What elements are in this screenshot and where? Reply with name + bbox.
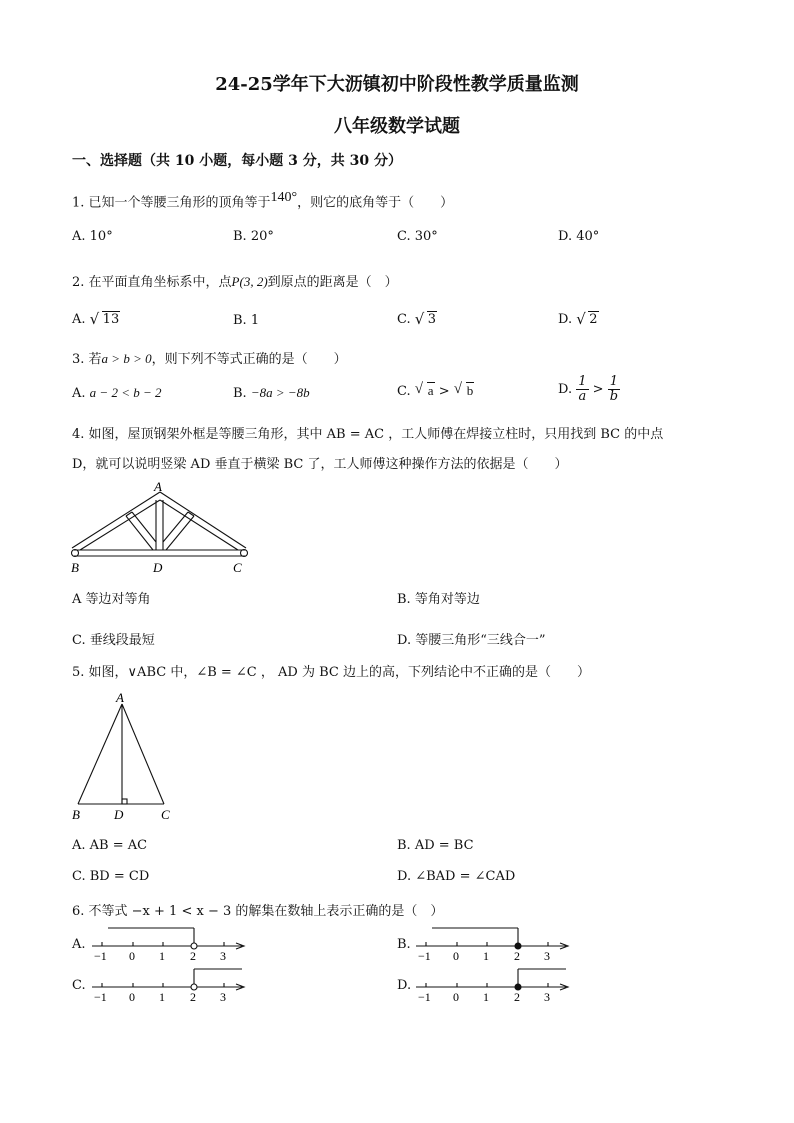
q3-option-d-op: > — [592, 382, 604, 397]
q4-option-a[interactable]: A 等边对等角 — [72, 592, 151, 607]
q6c-tick-2: 2 — [190, 990, 196, 1004]
triangle-abc-figure — [66, 686, 186, 826]
q2-option-c-label: C. — [397, 312, 411, 327]
q3-option-a-expr: a − 2 < b − 2 — [89, 385, 162, 400]
q3-option-c-rad-b: b — [466, 383, 474, 398]
q6-number-line-b[interactable] — [414, 924, 574, 964]
question-1 — [72, 190, 453, 210]
q6-number-line-a[interactable] — [90, 924, 250, 964]
q5-label-b: B — [72, 807, 80, 822]
q3-d-den-2: b — [609, 389, 619, 404]
q6b-tick-3: 3 — [544, 949, 550, 963]
q6a-tick-0: 0 — [129, 949, 135, 963]
q6a-tick-3: 3 — [220, 949, 226, 963]
q6a-tick-1: 1 — [159, 949, 165, 963]
q1-stem-b: ，则它的底角等于（ ） — [297, 195, 454, 211]
q4-label-c: C — [233, 560, 242, 575]
q6d-tick-neg1: −1 — [418, 990, 431, 1004]
question-4-line-1: 4. 如图，屋顶钢架外框是等腰三角形，其中 AB = AC ，工人师傅在焊接立柱时，只用找到 BC 的中点 — [72, 427, 664, 442]
q4-option-d[interactable]: D. 等腰三角形“三线合一” — [397, 633, 546, 648]
q3-option-c-sqrt-b — [454, 383, 475, 399]
q3-d-num-2: 1 — [608, 375, 620, 390]
q5-label-c: C — [161, 807, 170, 822]
q6-option-a-label[interactable]: A. — [72, 937, 86, 952]
q6c-tick-0: 0 — [129, 990, 135, 1004]
q6c-tick-3: 3 — [220, 990, 226, 1004]
q2-option-d-label: D. — [558, 312, 573, 327]
q6c-tick-neg1: −1 — [94, 990, 107, 1004]
q6-option-b-label[interactable]: B. — [397, 937, 411, 952]
q3-option-c-rad-a: a — [427, 383, 434, 398]
q6-number-line-d[interactable] — [414, 965, 574, 1005]
q2-option-c-sqrt — [415, 312, 437, 327]
q4-label-d: D — [153, 560, 163, 575]
question-2 — [72, 271, 398, 290]
q2-option-a-sqrt — [90, 312, 121, 327]
q5-option-c[interactable]: C. BD = CD — [72, 869, 150, 884]
q2-option-a-radicand: 13 — [102, 312, 120, 327]
q3-condition: a > b > 0 — [101, 351, 152, 366]
q4-label-b: B — [71, 560, 79, 575]
q2-option-a-label: A. — [72, 312, 86, 327]
q6b-tick-1: 1 — [483, 949, 489, 963]
q2-stem-b: 到原点的距离是（ ） — [267, 275, 398, 290]
q6b-tick-2: 2 — [514, 949, 520, 963]
q1-option-d[interactable]: D. 40° — [558, 229, 600, 244]
roof-truss-figure — [66, 478, 256, 578]
q6a-tick-2: 2 — [190, 949, 196, 963]
q3-stem-a: 3. 若 — [72, 352, 102, 367]
page-title: 24-25学年下大沥镇初中阶段性教学质量监测 — [215, 74, 579, 95]
q3-option-c-op: > — [438, 384, 450, 399]
q6a-tick-neg1: −1 — [94, 949, 107, 963]
q3-option-b-label: B. — [233, 386, 247, 401]
q4-option-c[interactable]: C. 垂线段最短 — [72, 633, 155, 648]
section-heading: 一、选择题（共 10 小题，每小题 3 分，共 30 分） — [72, 153, 402, 169]
q3-d-den-1: a — [578, 389, 587, 404]
q2-point: P(3, 2) — [231, 274, 268, 289]
question-5: 5. 如图，∨ABC 中，∠B = ∠C ， AD 为 BC 边上的高，下列结论中不正确的是（ ） — [72, 665, 590, 680]
page-subtitle: 八年级数学试题 — [334, 116, 460, 137]
q3-option-a[interactable] — [72, 385, 162, 401]
q1-option-b[interactable]: B. 20° — [233, 229, 274, 244]
q3-option-d-frac-1 — [576, 375, 588, 404]
q2-option-d-radicand: 2 — [589, 312, 598, 327]
q4-option-b[interactable]: B. 等角对等边 — [397, 592, 480, 607]
q6d-tick-1: 1 — [483, 990, 489, 1004]
q3-option-c[interactable] — [397, 383, 474, 399]
q3-option-c-label: C. — [397, 384, 411, 399]
q6c-tick-1: 1 — [159, 990, 165, 1004]
q1-angle: 140° — [270, 190, 298, 205]
q5-option-a[interactable]: A. AB = AC — [72, 838, 148, 853]
q6d-tick-2: 2 — [514, 990, 520, 1004]
q5-label-a: A — [116, 690, 124, 705]
q3-d-num-1: 1 — [578, 374, 587, 389]
q6-number-line-c[interactable] — [90, 965, 250, 1005]
q3-option-b-expr: −8a > −8b — [250, 385, 310, 400]
question-4-line-2: D，就可以说明竖梁 AD 垂直于横梁 BC 了，工人师傅这种操作方法的依据是（ ） — [72, 457, 568, 472]
q3-stem-b: ，则下列不等式正确的是（ ） — [151, 352, 347, 367]
q1-stem-a: 1. 已知一个等腰三角形的顶角等于 — [72, 195, 271, 211]
q1-option-c[interactable]: C. 30° — [397, 229, 438, 244]
q1-option-a[interactable]: A. 10° — [72, 229, 113, 244]
q2-option-b[interactable]: B. 1 — [233, 313, 260, 328]
q2-option-a[interactable] — [72, 312, 120, 327]
q2-option-c-radicand: 3 — [427, 312, 437, 327]
q3-option-c-sqrt-a — [415, 383, 435, 399]
q3-option-d[interactable] — [558, 375, 620, 404]
q5-label-d: D — [114, 807, 124, 822]
q6-option-d-label[interactable]: D. — [397, 978, 412, 993]
q3-option-a-label: A. — [72, 386, 86, 401]
q3-option-b[interactable] — [233, 385, 310, 401]
q6d-tick-3: 3 — [544, 990, 550, 1004]
q2-stem-a: 2. 在平面直角坐标系中，点 — [72, 275, 232, 290]
q6b-tick-0: 0 — [453, 949, 459, 963]
q3-option-d-frac-2 — [608, 375, 620, 404]
q4-label-a: A — [154, 479, 162, 494]
q6d-tick-0: 0 — [453, 990, 459, 1004]
q5-option-d[interactable]: D. ∠BAD = ∠CAD — [397, 869, 516, 884]
question-6: 6. 不等式 −x + 1 < x − 3 的解集在数轴上表示正确的是（ ） — [72, 904, 444, 919]
q5-option-b[interactable]: B. AD = BC — [397, 838, 474, 853]
q6-option-c-label[interactable]: C. — [72, 978, 86, 993]
q3-option-d-label: D. — [558, 382, 573, 397]
q2-option-c[interactable] — [397, 312, 437, 327]
q2-option-d-sqrt — [576, 312, 598, 327]
q2-option-d[interactable] — [558, 312, 599, 327]
question-3 — [72, 348, 347, 367]
q6b-tick-neg1: −1 — [418, 949, 431, 963]
